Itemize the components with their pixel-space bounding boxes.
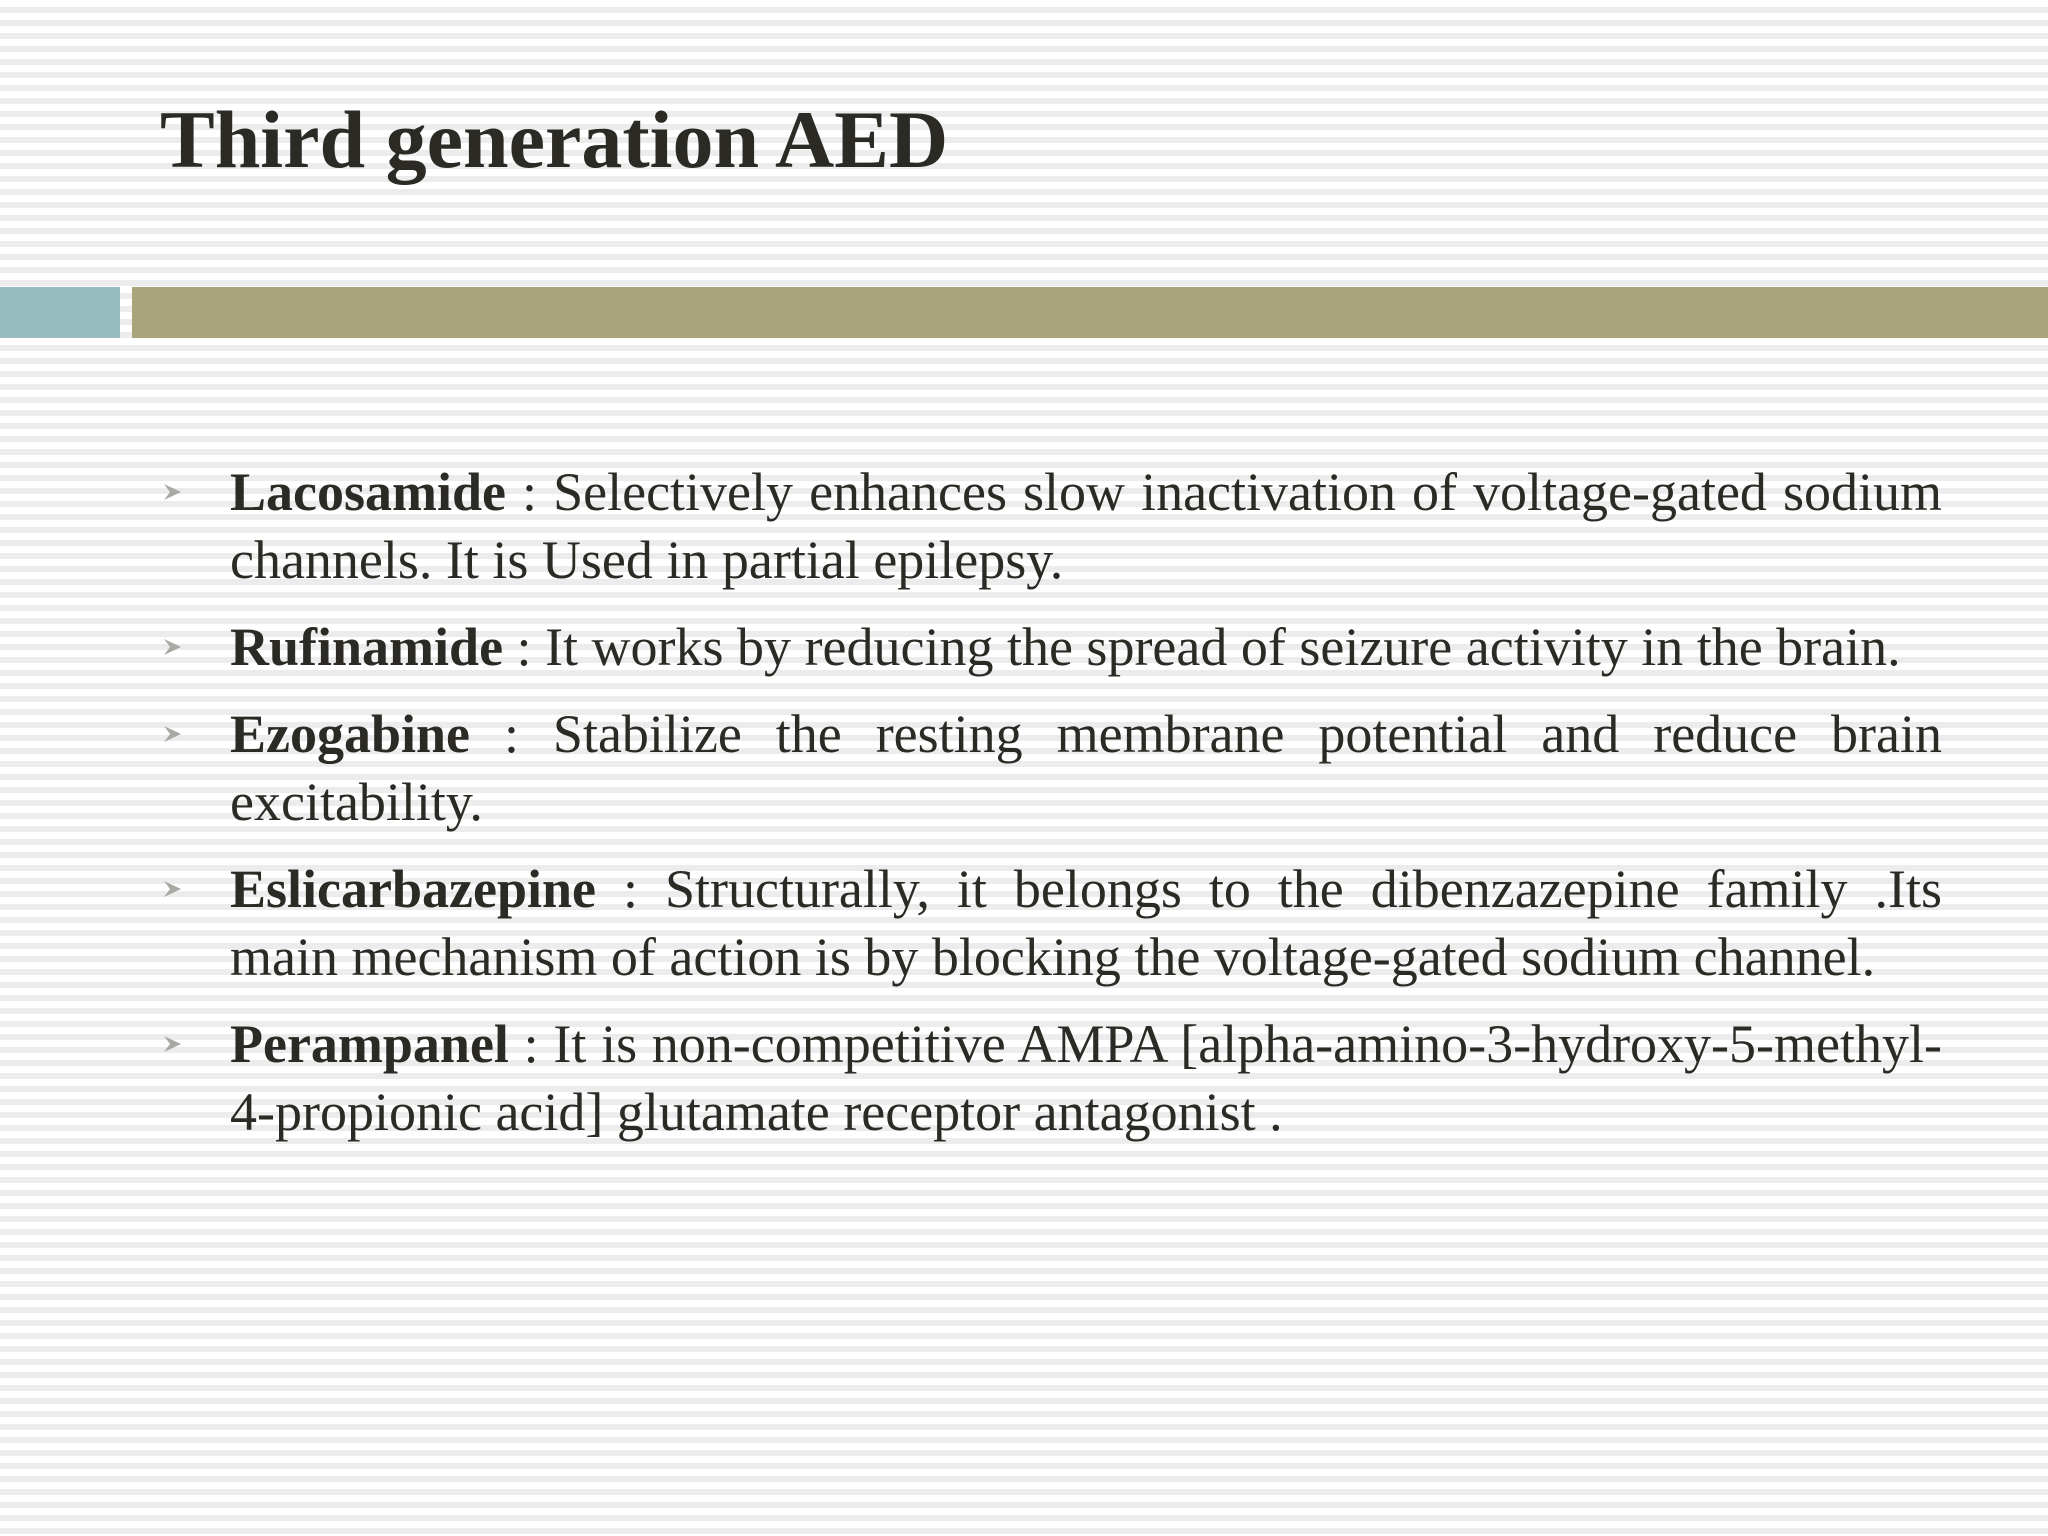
bullet-text [230,613,1942,681]
bullet-item-ezogabine [150,700,1942,836]
bullet-text [230,458,1942,594]
accent-bar-right [132,287,2048,338]
drug-name: Rufinamide [230,617,504,677]
separator: : [508,1014,554,1074]
bullet-item-perampanel [150,1010,1942,1146]
drug-name: Lacosamide [230,462,506,522]
accent-bar-left [0,287,120,338]
bullet-text [230,1010,1942,1146]
drug-description: Selectively enhances slow inactivation of voltage-gated sodium channels. It is Used in partial epilepsy. [230,462,1942,590]
separator: : [470,704,553,764]
bullet-list [150,458,1942,1165]
arrowhead-bullet-icon [150,458,230,526]
bullet-item-lacosamide [150,458,1942,594]
slide-title: Third generation AED [160,94,949,185]
bullet-text [230,855,1942,991]
drug-name: Perampanel [230,1014,509,1074]
drug-name: Ezogabine [230,704,471,764]
drug-description: It works by reducing the spread of seizure activity in the brain. [545,617,1901,677]
separator: : [506,462,554,522]
bullet-text [230,700,1942,836]
arrowhead-bullet-icon [150,613,230,681]
arrowhead-bullet-icon [150,700,230,768]
bullet-item-eslicarbazepine [150,855,1942,991]
drug-name: Eslicarbazepine [230,859,596,919]
drug-description: It is non-competitive AMPA [alpha-amino-3-hydroxy-5-methyl-4-propionic acid] glutamate receptor antagonist . [230,1014,1942,1142]
separator: : [503,617,546,677]
separator: : [595,859,665,919]
drug-description: Structurally, it belongs to the dibenzazepine family .Its main mechanism of action is by blocking the voltage-gated sodium channel. [230,859,1942,987]
arrowhead-bullet-icon [150,855,230,923]
drug-description: Stabilize the resting membrane potential and reduce brain excitability. [230,704,1942,832]
arrowhead-bullet-icon [150,1010,230,1078]
bullet-item-rufinamide [150,613,1942,681]
